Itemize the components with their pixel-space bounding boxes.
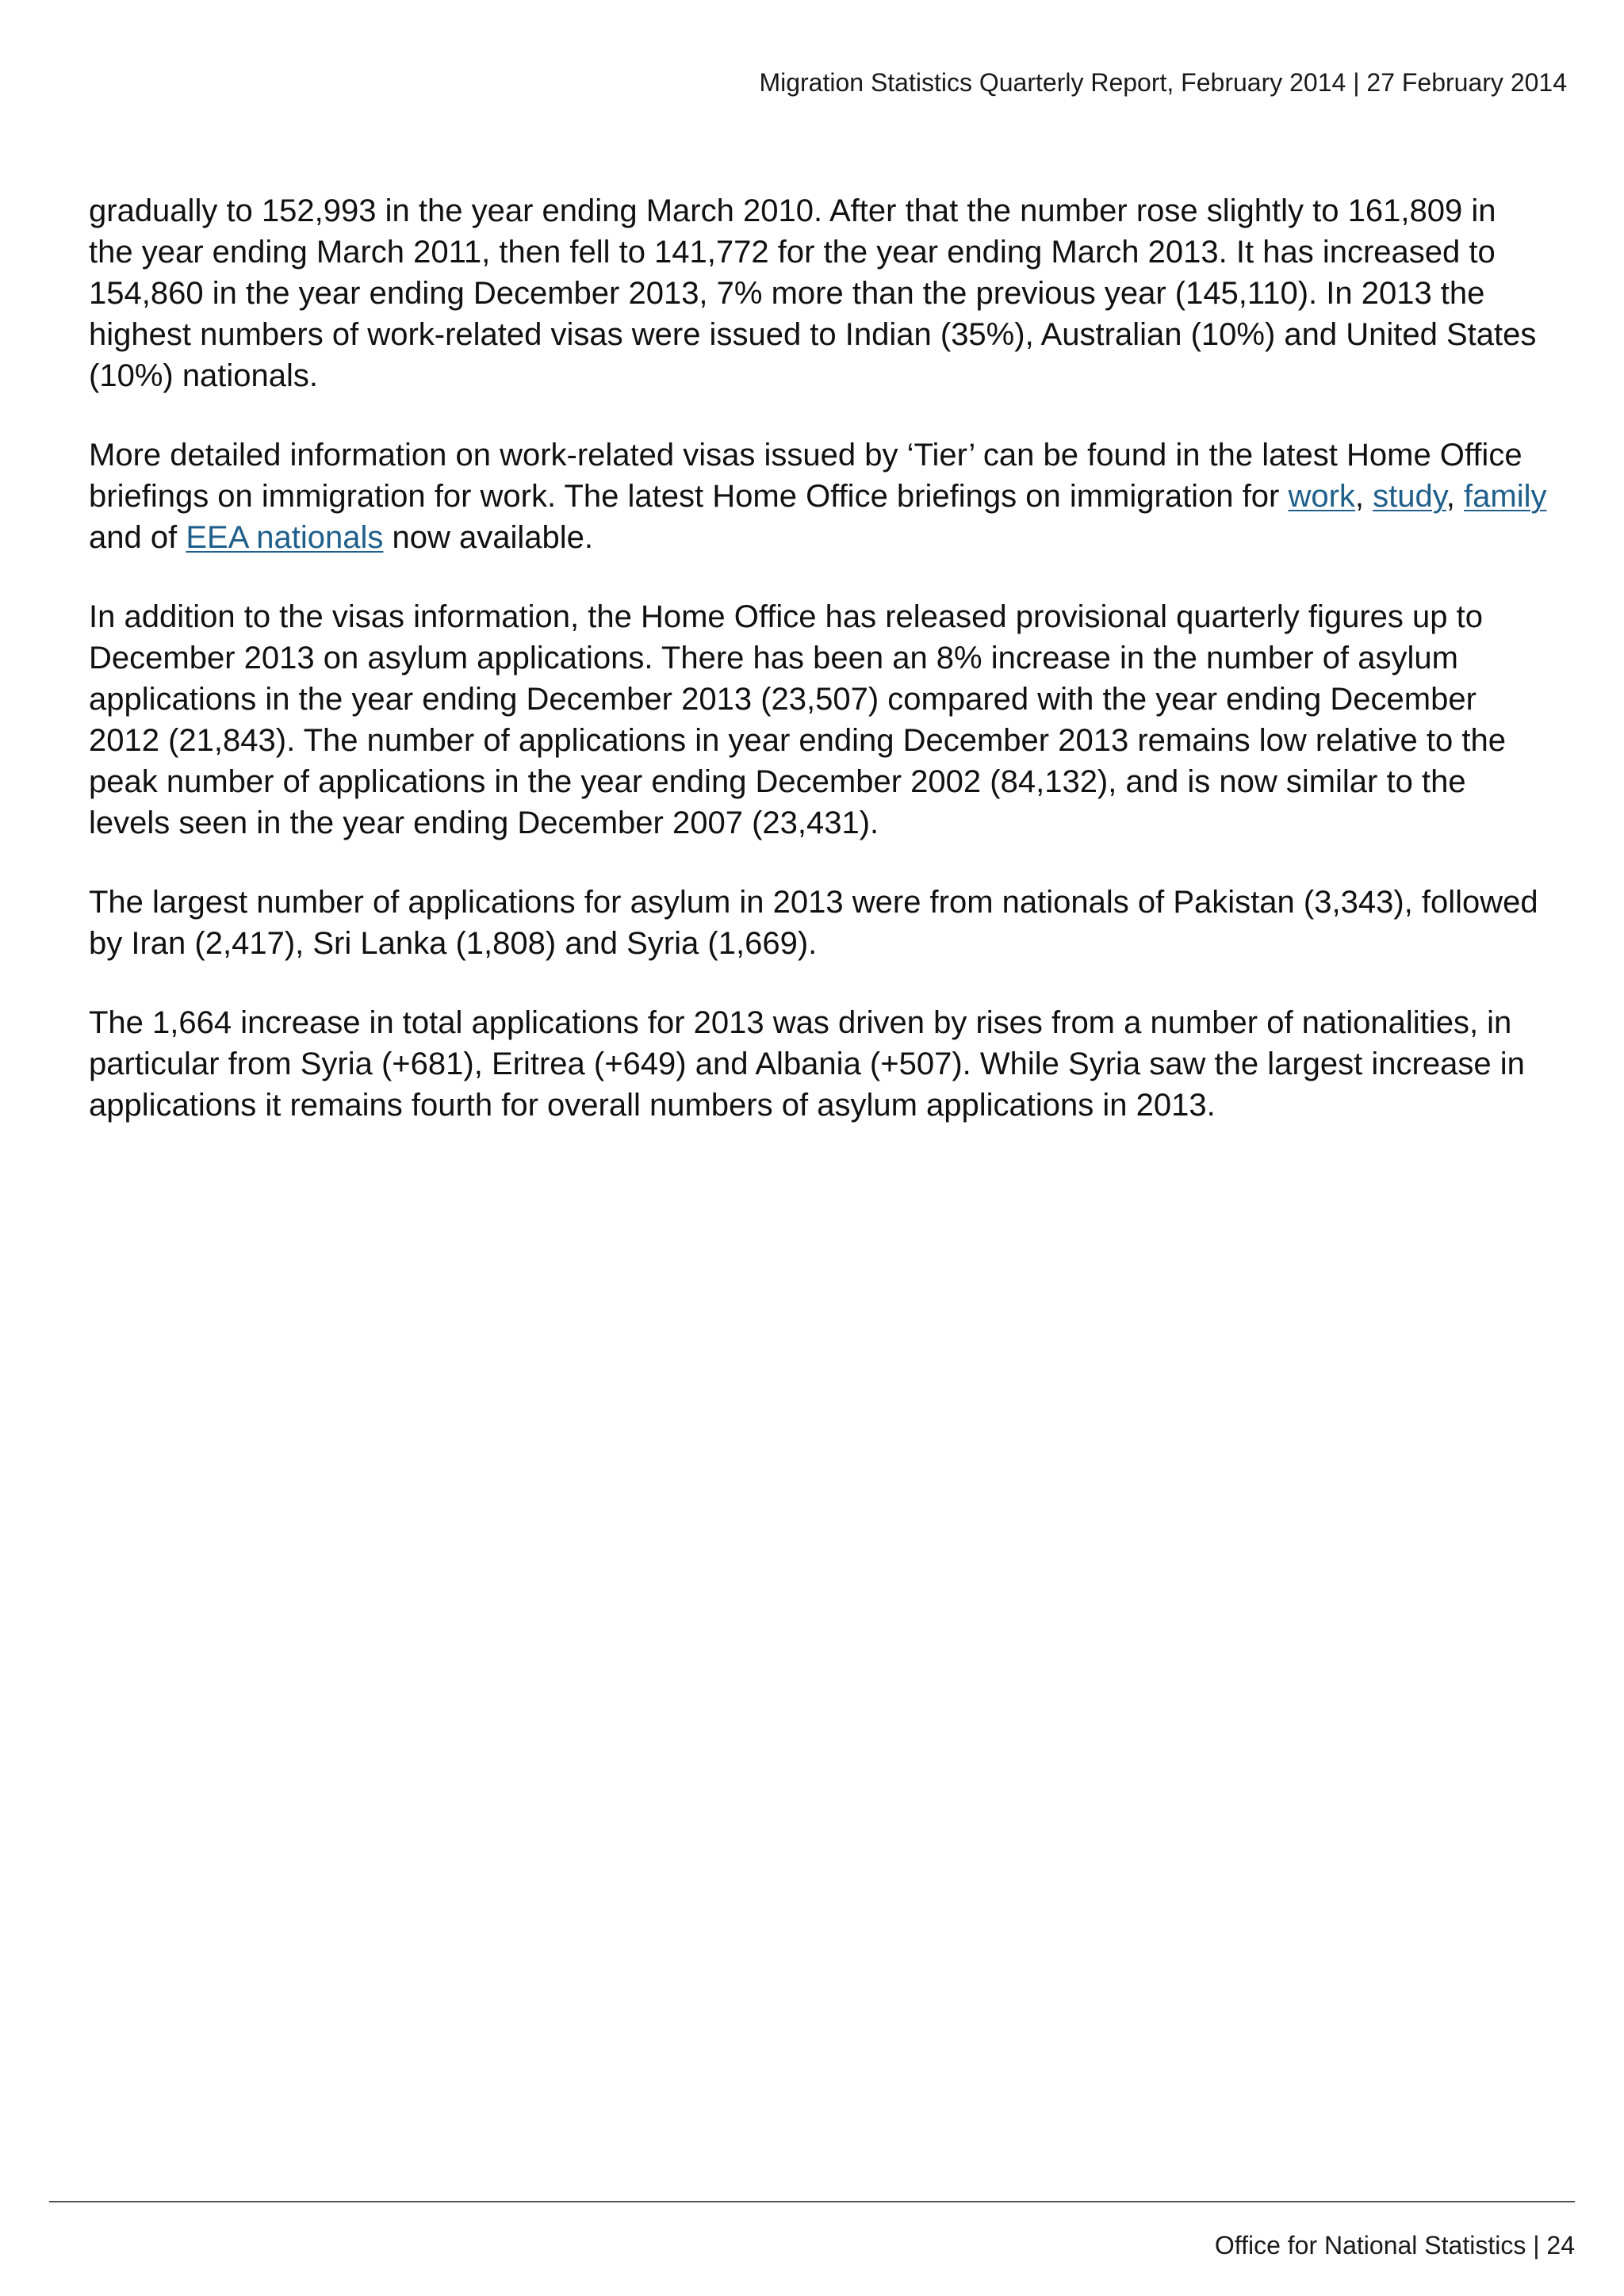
briefings-text-a: More detailed information on work-related visas issued by ‘Tier’ can be found in the latest Home Office briefings on immigration for work. The latest Home Office briefings on immigration for <box>89 438 1522 514</box>
page-number: 24 <box>1546 2231 1575 2260</box>
document-body <box>89 190 1548 1164</box>
link-work[interactable]: work <box>1288 479 1355 514</box>
paragraph-asylum-increase: The 1,664 increase in total applications for 2013 was driven by rises from a number of nationalities, in particular from Syria (+681), Eritrea (+649) and Albania (+507). While Syria saw the largest increase in applications it remains fourth for overall numbers of asylum applications in 2013. <box>89 1005 1525 1123</box>
briefings-separator-2: , <box>1446 479 1465 514</box>
briefings-text-c: now available. <box>383 520 593 555</box>
paragraph-asylum-nationalities: The largest number of applications for asylum in 2013 were from nationals of Pakistan (3,343), followed by Iran (2,417), Sri Lanka (1,808) and Syria (1,669). <box>89 885 1538 961</box>
page-footer <box>1215 2229 1575 2261</box>
link-eea-nationals[interactable]: EEA nationals <box>186 520 384 555</box>
briefings-separator-1: , <box>1354 479 1373 514</box>
paragraph-asylum-applications: In addition to the visas information, the Home Office has released provisional quarterly figures up to December 2013 on asylum applications. There has been an 8% increase in the number of asylum applications in the year ending December 2013 (23,507) compared with the year ending December 2012 (21,843). The number of applications in year ending December 2013 remains low relative to the peak number of applications in the year ending December 2002 (84,132), and is now similar to the levels seen in the year ending December 2007 (23,431). <box>89 599 1506 840</box>
link-study[interactable]: study <box>1373 479 1446 514</box>
footer-publisher: Office for National Statistics <box>1214 2231 1526 2260</box>
briefings-text-b: and of <box>89 520 186 555</box>
running-header: Migration Statistics Quarterly Report, February 2014 | 27 February 2014 <box>759 68 1567 97</box>
paragraph-home-office-briefings <box>89 434 1548 558</box>
footer-divider-text: | <box>1526 2231 1547 2260</box>
paragraph-work-visas: gradually to 152,993 in the year ending March 2010. After that the number rose slightly to 161,809 in the year ending March 2011, then fell to 141,772 for the year ending March 2013. It has increased to 154,860 in the year ending December 2013, 7% more than the previous year (145,110). In 2013 the highest numbers of work-related visas were issued to Indian (35%), Australian (10%) and United States (10%) nationals. <box>89 193 1537 393</box>
footer-divider <box>49 2201 1575 2202</box>
link-family[interactable]: family <box>1464 479 1547 514</box>
